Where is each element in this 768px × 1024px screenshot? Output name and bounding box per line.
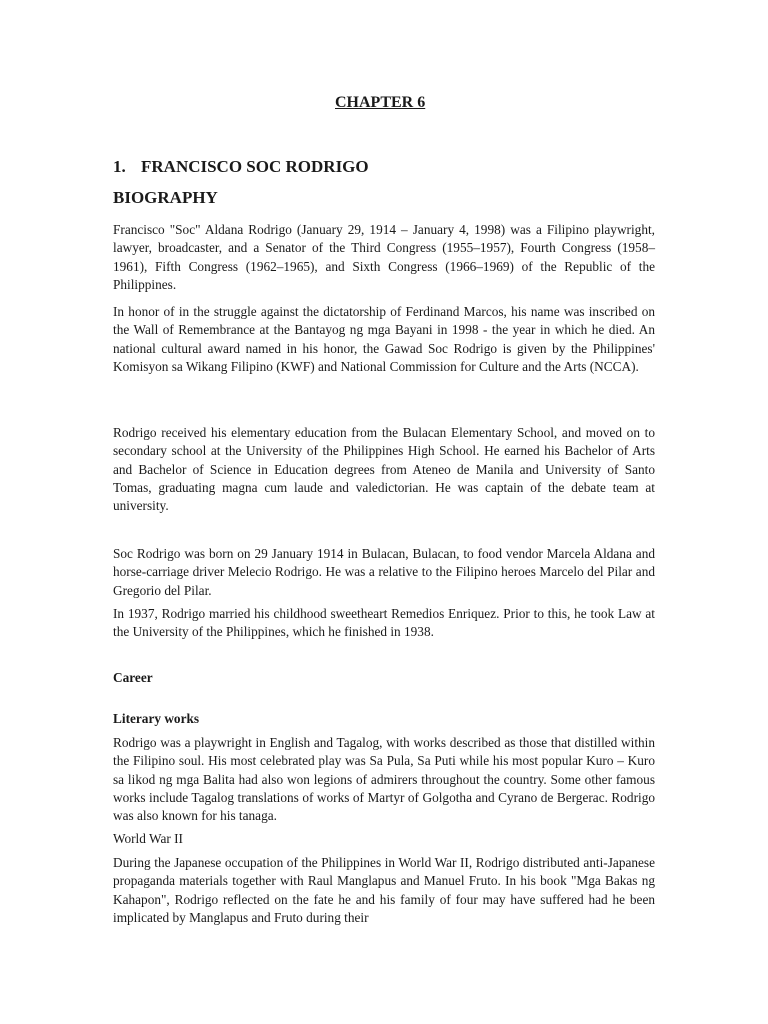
biography-paragraph: In honor of in the struggle against the dictatorship of Ferdinand Marcos, his name was inscribed on the Wall of Remembrance at the Bantayog ng mga Bayani in 1998 - the year in which he died. An national cultural award named in his honor, the Gawad Soc Rodrigo is given by the Philippines' Komisyon sa Wikang Filipino (KWF) and National Commission for Culture and the Arts (NCCA).	[113, 304, 655, 374]
world-war-ii-heading: World War II	[113, 831, 183, 846]
biography-paragraph: In 1937, Rodrigo married his childhood sweetheart Remedios Enriquez. Prior to this, he took Law at the University of the Philippines, which he finished in 1938.	[113, 606, 655, 640]
biography-heading: BIOGRAPHY	[113, 188, 218, 207]
section-number: 1.	[113, 157, 126, 176]
career-heading: Career	[113, 670, 153, 685]
biography-paragraph: Soc Rodrigo was born on 29 January 1914 in Bulacan, Bulacan, to food vendor Marcela Aldana and horse-carriage driver Melecio Rodrigo. He was a relative to the Filipino heroes Marcelo del Pilar and Gregorio del Pilar.	[113, 546, 655, 598]
biography-paragraph: Rodrigo received his elementary education from the Bulacan Elementary School, and moved on to secondary school at the University of the Philippines High School. He earned his Bachelor of Arts and Bachelor of Science in Education degrees from Ateneo de Manila and University of Santo Tomas, graduating magna cum laude and valedictorian. He was captain of the debate team at university.	[113, 425, 655, 514]
chapter-title: CHAPTER 6	[335, 94, 426, 111]
section-title-text: FRANCISCO SOC RODRIGO	[141, 157, 369, 176]
literary-works-paragraph: Rodrigo was a playwright in English and Tagalog, with works described as those that distilled within the Filipino soul. His most celebrated play was Sa Pula, Sa Puti while his most popular Kuro – Kuro sa likod ng mga Balita had also won legions of admirers throughout the country. Some other famous works include Tagalog translations of works of Martyr of Golgotha and Cyrano de Bergerac. Rodrigo was also known for his tanaga.	[113, 735, 655, 824]
world-war-ii-paragraph: During the Japanese occupation of the Philippines in World War II, Rodrigo distributed anti-Japanese propaganda materials together with Raul Manglapus and Manuel Fruto. In his book "Mga Bakas ng Kahapon", Rodrigo reflected on the fate he and his family of four may have suffered had he been implicated by Manglapus and Fruto during their	[113, 855, 655, 925]
literary-works-heading: Literary works	[113, 711, 200, 726]
biography-paragraph: Francisco "Soc" Aldana Rodrigo (January 29, 1914 – January 4, 1998) was a Filipino playwright, lawyer, broadcaster, and a Senator of the Third Congress (1955–1957), Fourth Congress (1958–1961), Fifth Congress (1962–1965), and Sixth Congress (1966–1969) of the Republic of the Philippines.	[113, 222, 655, 292]
section-title	[113, 157, 369, 177]
